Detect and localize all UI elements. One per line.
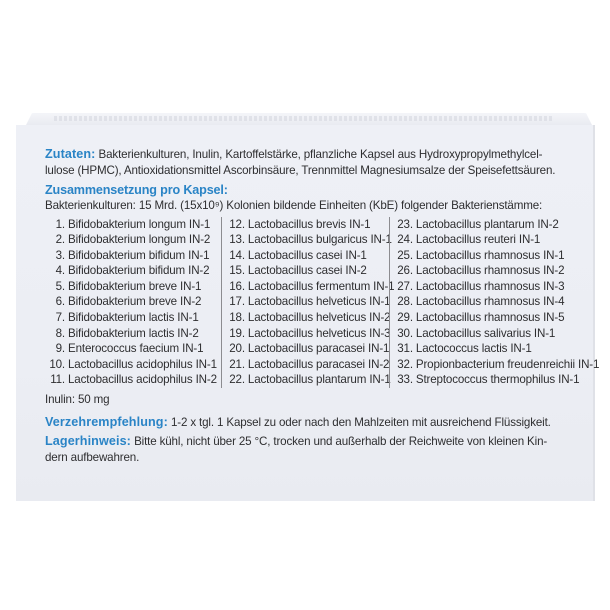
ingredients-text-line2: lulose (HPMC), Antioxidationsmittel Ascorbinsäure, Trennmittel Magnesiumsalze der Speisefettsäuren. — [45, 163, 556, 177]
strain-item: 13. Lactobacillus bulgaricus IN-1 — [229, 233, 392, 247]
strain-item: 15. Lactobacillus casei IN-2 — [229, 264, 367, 278]
composition-intro: Bakterienkulturen: 15 Mrd. (15x10⁹) Kolonien bildende Einheiten (KbE) folgender Bakterienstämme: — [45, 199, 543, 212]
strain-item: 21. Lactobacillus paracasei IN-2 — [229, 357, 390, 371]
storage-section — [45, 434, 580, 465]
inulin-amount: Inulin: 50 mg — [45, 393, 110, 407]
strain-item: 6. Bifidobakterium breve IN-2 — [55, 295, 202, 309]
package-box — [16, 113, 600, 501]
strain-item: 26. Lactobacillus rhamnosus IN-2 — [397, 264, 565, 278]
composition-heading: Zusammensetzung pro Kapsel: — [45, 183, 228, 197]
ingredients-text: Bakterienkulturen, Inulin, Kartoffelstärke, pflanzliche Kapsel aus Hydroxypropylmethylcel- — [98, 148, 543, 161]
strain-item: 30. Lactobacillus salivarius IN-1 — [397, 326, 556, 340]
strain-column-3 — [389, 217, 600, 389]
strain-item: 9. Enterococcus faecium IN-1 — [55, 342, 204, 356]
storage-label: Lagerhinweis: — [45, 434, 131, 449]
strain-column-1 — [47, 217, 221, 389]
strain-item: 22. Lactobacillus plantarum IN-1 — [229, 373, 391, 387]
ingredients-section — [45, 147, 580, 178]
storage-text-line2: dern aufbewahren. — [45, 450, 140, 464]
strain-item: 17. Lactobacillus helveticus IN-1 — [229, 295, 391, 309]
strain-item: 25. Lactobacillus rhamnosus IN-1 — [397, 248, 565, 262]
strain-item: 11. Lactobacillus acidophilus IN-2 — [50, 373, 217, 387]
strain-item: 33. Streptococcus thermophilus IN-1 — [397, 373, 580, 387]
strain-item: 3. Bifidobakterium bifidum IN-1 — [55, 248, 210, 262]
strain-item: 19. Lactobacillus helveticus IN-3 — [229, 326, 391, 340]
strain-item: 10. Lactobacillus acidophilus IN-1 — [49, 357, 217, 371]
ingredients-label: Zutaten: — [45, 147, 96, 161]
strain-item: 20. Lactobacillus paracasei IN-1 — [229, 342, 390, 356]
strain-item: 5. Bifidobakterium breve IN-1 — [55, 279, 202, 293]
strain-column-2 — [221, 217, 395, 389]
strain-item: 12. Lactobacillus brevis IN-1 — [229, 217, 371, 231]
strain-item: 28. Lactobacillus rhamnosus IN-4 — [397, 295, 565, 309]
strain-item: 23. Lactobacillus plantarum IN-2 — [397, 217, 559, 231]
recommendation-label: Verzehrempfehlung: — [45, 414, 168, 429]
strain-item: 16. Lactobacillus fermentum IN-1 — [229, 279, 395, 293]
storage-text: Bitte kühl, nicht über 25 °C, trocken und außerhalb der Reichweite von kleinen Kin- — [134, 435, 548, 449]
strain-item: 2. Bifidobakterium longum IN-2 — [55, 233, 211, 247]
strain-item: 31. Lactococcus lactis IN-1 — [397, 342, 532, 356]
strain-item: 29. Lactobacillus rhamnosus IN-5 — [397, 311, 565, 325]
strain-item: 4. Bifidobakterium bifidum IN-2 — [55, 264, 210, 278]
label-text — [45, 147, 600, 465]
recommendation-section — [45, 415, 580, 431]
package-back-face — [16, 125, 600, 501]
strain-item: 32. Propionbacterium freudenreichii IN-1 — [397, 357, 600, 371]
strain-item: 1. Bifidobakterium longum IN-1 — [55, 217, 211, 231]
recommendation-text: 1-2 x tgl. 1 Kapsel zu oder nach den Mahlzeiten mit ausreichend Flüssigkeit. — [170, 415, 551, 429]
strain-item: 14. Lactobacillus casei IN-1 — [229, 248, 367, 262]
package-top-edge — [26, 113, 592, 125]
strain-item: 27. Lactobacillus rhamnosus IN-3 — [397, 279, 565, 293]
strain-item: 24. Lactobacillus reuteri IN-1 — [397, 233, 541, 247]
strain-table — [47, 217, 600, 389]
embossed-print — [54, 116, 552, 121]
strain-item: 18. Lactobacillus helveticus IN-2 — [229, 311, 391, 325]
strain-item: 7. Bifidobakterium lactis IN-1 — [55, 311, 199, 325]
strain-item: 8. Bifidobakterium lactis IN-2 — [55, 326, 199, 340]
